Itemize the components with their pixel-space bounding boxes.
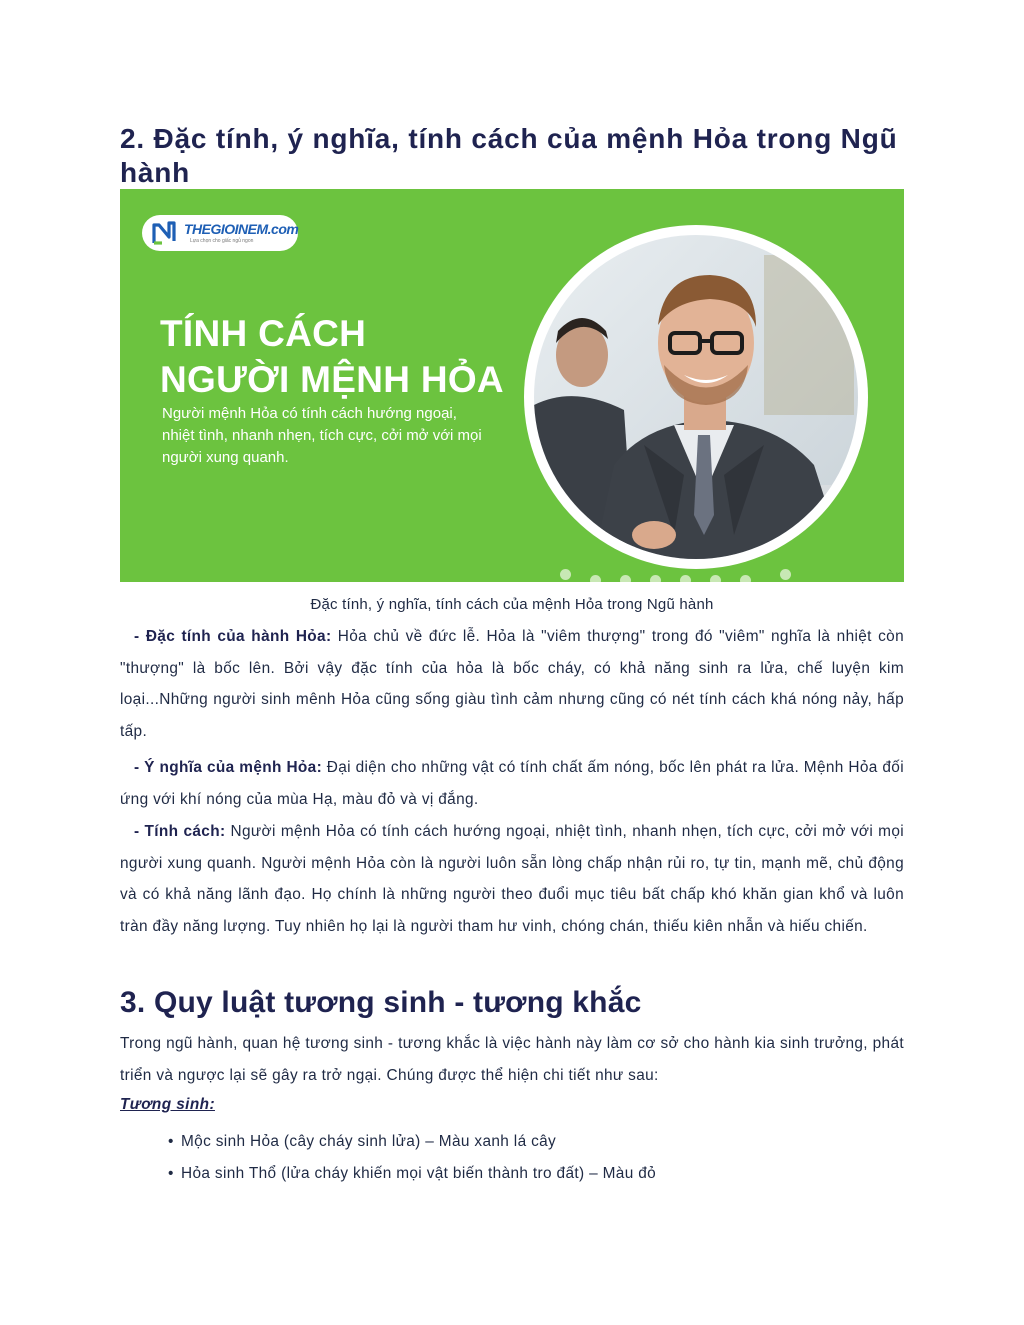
paragraph-y-nghia — [120, 752, 904, 815]
paragraph-label: - Tính cách: — [134, 823, 226, 840]
carousel-dot — [680, 575, 691, 582]
list-item: • Hỏa sinh Thổ (lửa cháy khiến mọi vật biến thành tro đất) – Màu đỏ — [168, 1165, 657, 1182]
paragraph-label: - Ý nghĩa của mệnh Hỏa: — [134, 759, 323, 776]
list-item-text: Mộc sinh Hỏa (cây cháy sinh lửa) – Màu xanh lá cây — [181, 1133, 557, 1150]
section-3-intro: Trong ngũ hành, quan hệ tương sinh - tương khắc là việc hành này làm cơ sở cho hành kia sinh trưởng, phát triển và ngược lại sẽ gây ra trở ngại. Chúng được thể hiện chi tiết như sau: — [120, 1035, 904, 1084]
banner-image — [120, 189, 904, 582]
paragraph-text: Người mệnh Hỏa có tính cách hướng ngoại, nhiệt tình, nhanh nhẹn, tích cực, cởi mở với mọi người xung quanh. Người mệnh Hỏa còn là người luôn sẵn lòng chấp nhận rủi ro, tự tin, mạnh mẽ, chủ động và có khả năng lãnh đạo. Họ chính là những người theo đuổi mục tiêu bất chấp khó khăn gian khổ và luôn tràn đầy năng lượng. Tuy nhiên họ lại là người tham hư vinh, chóng chán, thiếu kiên nhẫn và hiếu chiến. — [120, 823, 905, 935]
paragraph-text: Hỏa chủ về đức lễ. Hỏa là "viêm thượng" trong đó "viêm" nghĩa là nhiệt còn "thượng" là bốc lên. Bởi vậy đặc tính của hỏa là bốc cháy, có khả năng sinh ra lửa, chế luyện kim loại...Những người sinh mênh Hỏa cũng sống giàu tình cảm nhưng cũng có nét tính cách khá nóng nảy, hấp tấp. — [120, 628, 904, 740]
section-heading-3: 3. Quy luật tương sinh - tương khắc — [120, 986, 642, 1019]
carousel-dot — [740, 575, 751, 582]
carousel-dot — [590, 575, 601, 582]
banner-description: Người mệnh Hỏa có tính cách hướng ngoại, nhiệt tình, nhanh nhẹn, tích cực, cởi mở với mọi người xung quanh. — [162, 405, 482, 466]
banner-title-line-1: TÍNH CÁCH — [160, 313, 367, 354]
paragraph-dac-tinh — [120, 621, 904, 747]
paragraph-text: Đại diện cho những vật có tính chất ấm nóng, bốc lên phát ra lửa. Mệnh Hỏa đối ứng với khí nóng của mùa Hạ, màu đỏ và vị đắng. — [120, 759, 904, 808]
carousel-dot — [560, 569, 571, 580]
carousel-dot — [650, 575, 661, 582]
carousel-dot — [780, 569, 791, 580]
businessman-photo — [534, 235, 858, 559]
carousel-dot — [620, 575, 631, 582]
banner-title — [160, 311, 504, 403]
tuong-sinh-list — [168, 1126, 656, 1190]
list-item-text: Hỏa sinh Thổ (lửa cháy khiến mọi vật biến thành tro đất) – Màu đỏ — [181, 1165, 657, 1182]
logo-tagline: Lựa chọn cho giấc ngủ ngon — [190, 238, 254, 244]
banner-title-line-2: NGƯỜI MỆNH HỎA — [160, 359, 504, 400]
brand-logo — [142, 215, 298, 251]
section-heading-2: 2. Đặc tính, ý nghĩa, tính cách của mệnh Hỏa trong Ngũ hành — [120, 123, 898, 188]
paragraph-tinh-cach — [120, 816, 904, 942]
image-caption: Đặc tính, ý nghĩa, tính cách của mệnh Hỏa trong Ngũ hành — [310, 596, 714, 613]
logo-mark-icon — [150, 219, 178, 247]
carousel-dot — [710, 575, 721, 582]
logo-text: THEGIOINEM.com — [184, 221, 299, 237]
list-item: • Mộc sinh Hỏa (cây cháy sinh lửa) – Màu xanh lá cây — [168, 1133, 557, 1150]
paragraph-label: - Đặc tính của hành Hỏa: — [134, 628, 332, 645]
subheading-tuong-sinh: Tương sinh: — [120, 1096, 215, 1113]
